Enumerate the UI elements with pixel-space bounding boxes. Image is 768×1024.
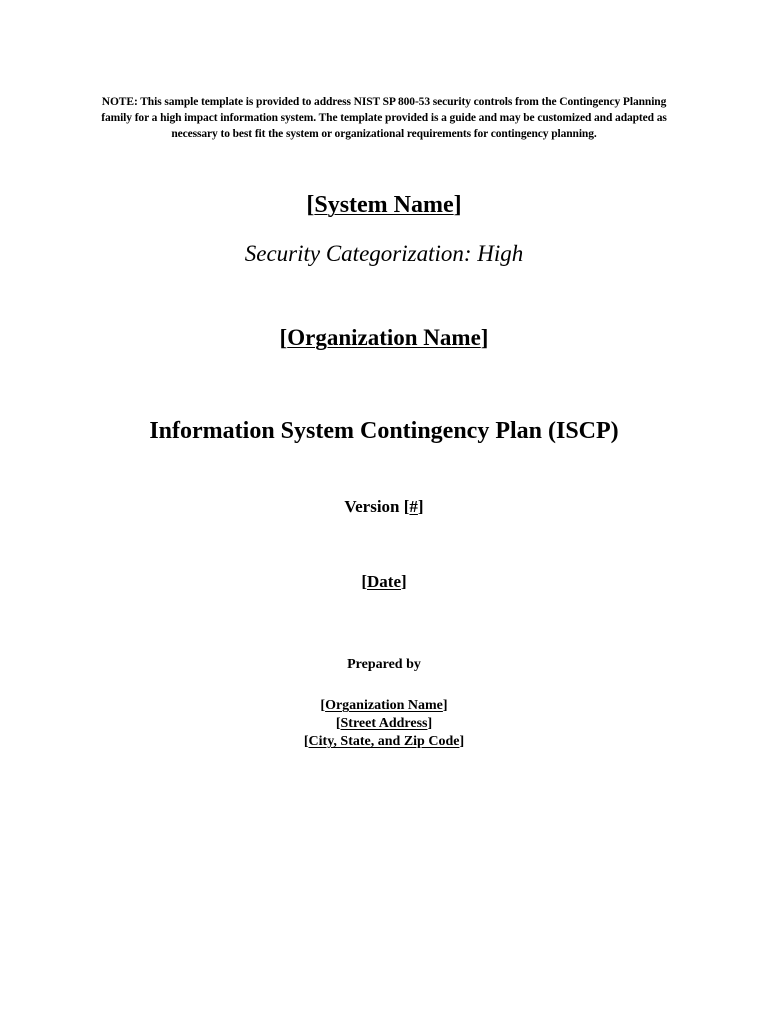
preparer-organization-line: [0, 697, 768, 715]
close-bracket: ]: [480, 325, 489, 350]
close-bracket: ]: [427, 716, 433, 731]
close-bracket: ]: [459, 734, 465, 749]
street-address-placeholder: Street Address: [340, 716, 428, 731]
open-bracket: [: [303, 734, 309, 749]
street-address-line: [0, 715, 768, 733]
date-line: [0, 572, 768, 592]
preparer-organization-placeholder: Organization Name: [325, 698, 443, 713]
version-placeholder: #: [409, 497, 418, 516]
city-state-zip-placeholder: City, State, and Zip Code: [308, 734, 460, 749]
close-bracket: ]: [417, 497, 424, 516]
date-placeholder: Date: [367, 572, 401, 591]
system-name-heading: [0, 192, 768, 219]
system-name-placeholder: System Name: [314, 192, 454, 218]
open-bracket: [: [320, 698, 326, 713]
preparer-address-block: [0, 697, 768, 751]
template-note: [92, 94, 676, 142]
security-categorization: Security Categorization: High: [244, 241, 524, 266]
open-bracket: [: [403, 497, 410, 516]
prepared-by-label: Prepared by: [347, 657, 421, 672]
organization-name-placeholder: Organization Name: [287, 325, 481, 350]
plan-title: Information System Contingency Plan (ISCP): [149, 418, 619, 444]
open-bracket: [: [306, 192, 315, 218]
open-bracket: [: [279, 325, 288, 350]
close-bracket: ]: [453, 192, 462, 218]
version-label: Version: [344, 497, 400, 516]
template-note-text: NOTE: This sample template is provided to address NIST SP 800-53 security controls from the Contingency Planning family for a high impact information system. The template provided is a guide and may be customized and adapted as necessary to best fit the system or organizational requirements for contingency planning.: [101, 96, 667, 140]
open-bracket: [: [361, 572, 367, 591]
version-line: [0, 497, 768, 517]
city-state-zip-line: [0, 733, 768, 751]
open-bracket: [: [335, 716, 341, 731]
organization-name-heading: [0, 325, 768, 351]
close-bracket: ]: [400, 572, 407, 591]
close-bracket: ]: [442, 698, 448, 713]
